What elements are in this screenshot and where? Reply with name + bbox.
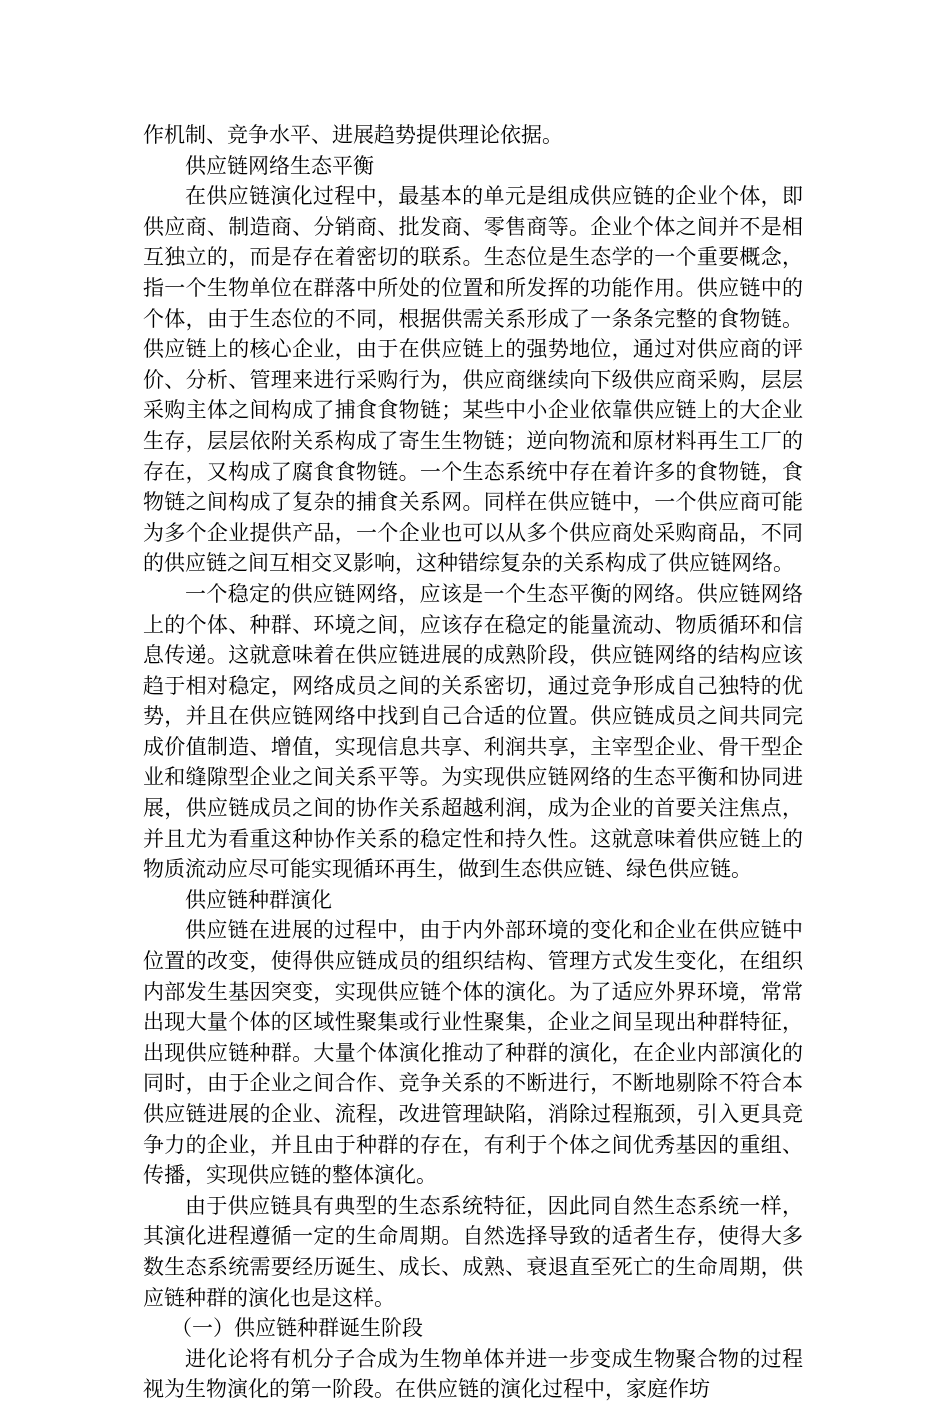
- section-heading-population-evolution: 供应链种群演化: [185, 887, 332, 912]
- subsection-heading-birth-stage: （一）供应链种群诞生阶段: [171, 1316, 423, 1341]
- paragraph-continuation: 作机制、竞争水平、进展趋势提供理论依据。: [143, 123, 563, 147]
- document-page: [143, 120, 803, 1405]
- body-paragraph: 进化论将有机分子合成为生物单体并进一步变成生物聚合物的过程视为生物演化的第一阶段。在供应链的演化过程中，家庭作坊: [143, 1346, 803, 1402]
- body-paragraph: 在供应链演化过程中，最基本的单元是组成供应链的企业个体，即供应商、制造商、分销商、批发商、零售商等。企业个体之间并不是相互独立的，而是存在着密切的联系。生态位是生态学的一个重要概念，指一个生物单位在群落中所处的位置和所发挥的功能作用。供应链中的个体，由于生态位的不同，根据供需关系形成了一条条完整的食物链。供应链上的核心企业，由于在供应链上的强势地位，通过对供应商的评价、分析、管理来进行采购行为，供应商继续向下级供应商采购，层层采购主体之间构成了捕食食物链；某些中小企业依靠供应链上的大企业生存，层层依附关系构成了寄生生物链；逆向物流和原材料再生工厂的存在，又构成了腐食食物链。一个生态系统中存在着许多的食物链，食物链之间构成了复杂的捕食关系网。同样在供应链中，一个供应商可能为多个企业提供产品，一个企业也可以从多个供应商处采购商品，不同的供应链之间互相交叉影响，这种错综复杂的关系构成了供应链网络。: [143, 184, 803, 576]
- body-paragraph: 由于供应链具有典型的生态系统特征，因此同自然生态系统一样，其演化进程遵循一定的生命周期。自然选择导致的适者生存，使得大多数生态系统需要经历诞生、成长、成熟、衰退直至死亡的生命周期，供应链种群的演化也是这样。: [143, 1193, 803, 1310]
- section-heading-ecological-balance: 供应链网络生态平衡: [185, 153, 374, 178]
- body-paragraph: 供应链在进展的过程中，由于内外部环境的变化和企业在供应链中位置的改变，使得供应链成员的组织结构、管理方式发生变化，在组织内部发生基因突变，实现供应链个体的演化。为了适应外界环境，常常出现大量个体的区域性聚集或行业性聚集，企业之间呈现出种群特征，出现供应链种群。大量个体演化推动了种群的演化，在企业内部演化的同时，由于企业之间合作、竞争关系的不断进行，不断地剔除不符合本供应链进展的企业、流程，改进管理缺陷，消除过程瓶颈，引入更具竞争力的企业，并且由于种群的存在，有利于个体之间优秀基因的重组、传播，实现供应链的整体演化。: [143, 918, 803, 1188]
- body-paragraph: 一个稳定的供应链网络，应该是一个生态平衡的网络。供应链网络上的个体、种群、环境之间，应该存在稳定的能量流动、物质循环和信息传递。这就意味着在供应链进展的成熟阶段，供应链网络的结构应该趋于相对稳定，网络成员之间的关系密切，通过竞争形成自己独特的优势，并且在供应链网络中找到自己合适的位置。供应链成员之间共同完成价值制造、增值，实现信息共享、利润共享，主宰型企业、骨干型企业和缝隙型企业之间关系平等。为实现供应链网络的生态平衡和协同进展，供应链成员之间的协作关系超越利润，成为企业的首要关注焦点，并且尤为看重这种协作关系的稳定性和持久性。这就意味着供应链上的物质流动应尽可能实现循环再生，做到生态供应链、绿色供应链。: [143, 581, 803, 882]
